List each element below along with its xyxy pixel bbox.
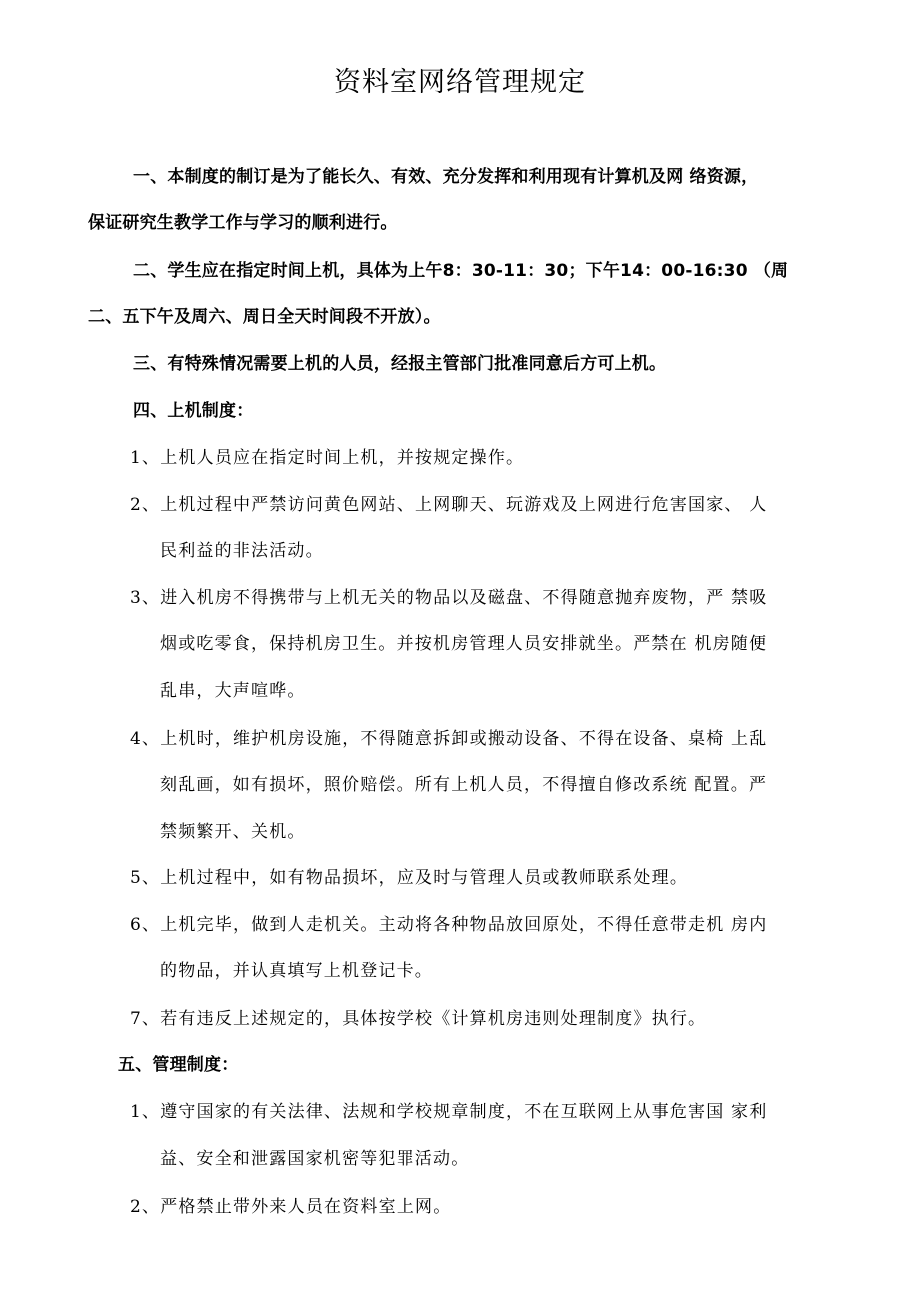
rule-4-4-line-1: 4、上机时，维护机房设施，不得随意拆卸或搬动设备、不得在设备、桌椅 上乱 [130, 729, 768, 749]
rule-4-3-line-2: 烟或吃零食，保持机房卫生。并按机房管理人员安排就坐。严禁在 机房随便 [160, 634, 768, 654]
document-title: 资料室网络管理规定 [334, 67, 586, 98]
rule-4-1-line-1: 1、上机人员应在指定时间上机，并按规定操作。 [130, 448, 525, 468]
clause-3-line-1: 三、有特殊情况需要上机的人员，经报主管部门批准同意后方可上机。 [133, 354, 667, 374]
rule-4-3-line-3: 乱串，大声喧哗。 [160, 681, 306, 701]
rule-4-6-line-1: 6、上机完毕，做到人走机关。主动将各种物品放回原处，不得任意带走机 房内 [130, 915, 768, 935]
rule-5-2-line-1: 2、严格禁止带外来人员在资料室上网。 [130, 1197, 452, 1217]
rule-4-7-line-1: 7、若有违反上述规定的，具体按学校《计算机房违则处理制度》执行。 [130, 1009, 707, 1029]
rule-4-4-line-2: 刻乱画，如有损坏，照价赔偿。所有上机人员，不得擅自修改系统 配置。严 [160, 775, 768, 795]
rule-4-4-line-3: 禁频繁开、关机。 [160, 822, 306, 842]
clause-1-line-2: 保证研究生教学工作与学习的顺利进行。 [88, 213, 398, 233]
rule-4-6-line-2: 的物品，并认真填写上机登记卡。 [160, 961, 433, 981]
section-5-heading: 五、管理制度： [118, 1055, 239, 1075]
clause-2-line-2: 二、五下午及周六、周日全天时间段不开放）。 [88, 307, 441, 327]
section-4-heading: 四、上机制度： [133, 401, 254, 421]
rule-4-5-line-1: 5、上机过程中，如有物品损坏，应及时与管理人员或教师联系处理。 [130, 868, 689, 888]
rule-5-1-line-2: 益、安全和泄露国家机密等犯罪活动。 [160, 1149, 470, 1169]
clause-1-line-1: 一、本制度的制订是为了能长久、有效、充分发挥和利用现有计算机及网 络资源， [133, 167, 759, 187]
clause-2-line-1: 二、学生应在指定时间上机，具体为上午8：30-11：30；下午14：00-16:30 （周 [133, 261, 789, 281]
rule-4-2-line-2: 民利益的非法活动。 [160, 541, 324, 561]
rule-4-3-line-1: 3、进入机房不得携带与上机无关的物品以及磁盘、不得随意抛弃废物，严 禁吸 [130, 588, 768, 608]
rule-4-2-line-1: 2、上机过程中严禁访问黄色网站、上网聊天、玩游戏及上网进行危害国家、 人 [130, 495, 768, 515]
rule-5-1-line-1: 1、遵守国家的有关法律、法规和学校规章制度，不在互联网上从事危害国 家利 [130, 1102, 768, 1122]
